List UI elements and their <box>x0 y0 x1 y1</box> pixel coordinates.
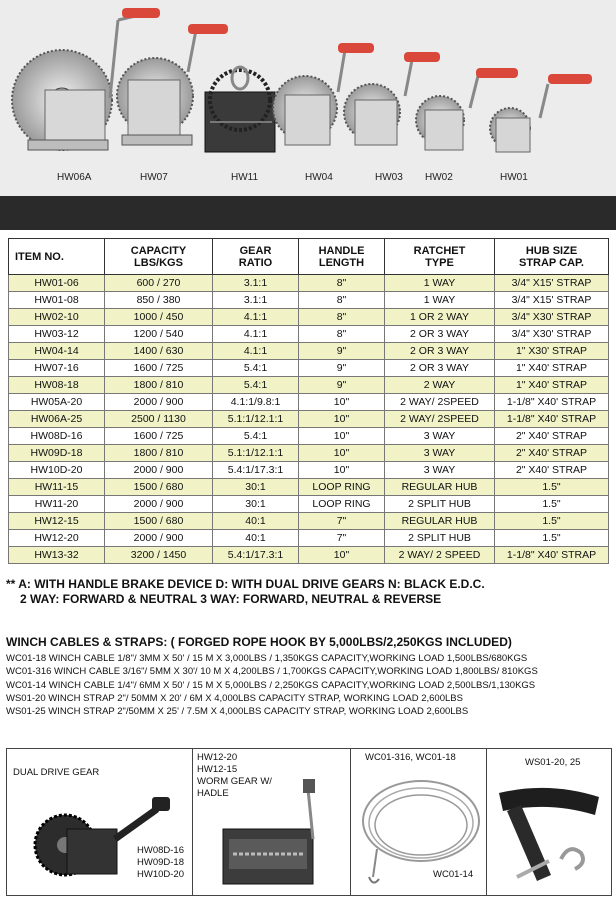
cell-item-no: HW05A-20 <box>9 394 105 411</box>
cell-ratchet-type: 2 OR 3 WAY <box>385 343 495 360</box>
table-row <box>9 462 609 479</box>
table-row <box>9 428 609 445</box>
cell-item-no: HW08D-16 <box>9 428 105 445</box>
cell-ratchet-type: 3 WAY <box>385 462 495 479</box>
cable-bottom-label: WC01-14 <box>433 869 474 880</box>
cell-handle-length: 10" <box>299 411 385 428</box>
cell-ratchet-type: 1 WAY <box>385 275 495 292</box>
cell-handle-length: 9" <box>299 360 385 377</box>
cell-handle-length: 8" <box>299 275 385 292</box>
cell-hub-size: 1-1/8" X40' STRAP <box>495 394 609 411</box>
table-row <box>9 377 609 394</box>
cell-item-no: HW09D-18 <box>9 445 105 462</box>
header-gear-ratio: GEAR RATIO <box>213 239 299 275</box>
cell-hub-size: 1.5" <box>495 513 609 530</box>
cell-gear-ratio: 3.1:1 <box>213 275 299 292</box>
cell-ratchet-type: 2 WAY <box>385 377 495 394</box>
cell-capacity: 1200 / 540 <box>105 326 213 343</box>
cell-ratchet-type: 2 OR 3 WAY <box>385 360 495 377</box>
cell-handle-length: 10" <box>299 428 385 445</box>
panel-dual-drive-gear <box>7 749 193 895</box>
photo-label-hw06a: HW06A <box>57 172 92 183</box>
cell-hub-size: 3/4" X15' STRAP <box>495 292 609 309</box>
panel-winch-strap <box>487 749 613 895</box>
cell-capacity: 2000 / 900 <box>105 496 213 513</box>
table-row <box>9 513 609 530</box>
table-row <box>9 326 609 343</box>
cell-hub-size: 1" X40' STRAP <box>495 377 609 394</box>
cell-capacity: 2000 / 900 <box>105 530 213 547</box>
cell-hub-size: 1" X40' STRAP <box>495 360 609 377</box>
photo-label-hw03: HW03 <box>375 172 403 183</box>
panel-winch-cables <box>351 749 487 895</box>
cell-item-no: HW01-06 <box>9 275 105 292</box>
cell-capacity: 3200 / 1450 <box>105 547 213 564</box>
table-row <box>9 394 609 411</box>
cell-ratchet-type: 2 WAY/ 2SPEED <box>385 394 495 411</box>
cell-capacity: 600 / 270 <box>105 275 213 292</box>
cell-hub-size: 1-1/8" X40' STRAP <box>495 547 609 564</box>
cell-capacity: 1600 / 725 <box>105 360 213 377</box>
table-row <box>9 360 609 377</box>
cable-line: WC01-316 WINCH CABLE 3/16"/ 5MM X 30'/ 10 M X 4,200LBS / 1,700KGS CAPACITY,WORKING LOAD 1,800LBS/ 810KGS <box>6 666 538 678</box>
cell-hub-size: 2" X40' STRAP <box>495 445 609 462</box>
cell-handle-length: 9" <box>299 377 385 394</box>
winch-strap-image <box>487 749 613 895</box>
cell-handle-length: 8" <box>299 292 385 309</box>
cell-gear-ratio: 5.1:1/12.1:1 <box>213 411 299 428</box>
cell-item-no: HW07-16 <box>9 360 105 377</box>
cell-hub-size: 2" X40' STRAP <box>495 428 609 445</box>
table-row <box>9 411 609 428</box>
cell-ratchet-type: REGULAR HUB <box>385 513 495 530</box>
cell-gear-ratio: 40:1 <box>213 530 299 547</box>
cell-item-no: HW03-12 <box>9 326 105 343</box>
table-row <box>9 530 609 547</box>
worm-model-2: HW12-15 <box>197 764 238 775</box>
cell-gear-ratio: 40:1 <box>213 513 299 530</box>
cell-ratchet-type: 1 WAY <box>385 292 495 309</box>
cell-hub-size: 1.5" <box>495 496 609 513</box>
table-row <box>9 479 609 496</box>
note-line-2: 2 WAY: FORWARD & NEUTRAL 3 WAY: FORWARD, NEUTRAL & REVERSE <box>20 592 442 606</box>
cell-handle-length: 8" <box>299 309 385 326</box>
winch-illustrations <box>0 0 616 196</box>
cell-ratchet-type: 2 WAY/ 2 SPEED <box>385 547 495 564</box>
cell-gear-ratio: 4.1:1/9.8:1 <box>213 394 299 411</box>
photo-label-hw07: HW07 <box>140 172 168 183</box>
cell-gear-ratio: 5.4:1 <box>213 360 299 377</box>
cable-line: WS01-20 WINCH STRAP 2"/ 50MM X 20' / 6M X 4,000LBS CAPACITY STRAP, WORKING LOAD 2,600LBS <box>6 692 463 704</box>
cell-gear-ratio: 5.4:1 <box>213 428 299 445</box>
note-line-1: ** A: WITH HANDLE BRAKE DEVICE D: WITH DUAL DRIVE GEARS N: BLACK E.D.C. <box>6 577 485 591</box>
cell-gear-ratio: 4.1:1 <box>213 309 299 326</box>
dark-divider-band <box>0 196 616 230</box>
cell-gear-ratio: 5.4:1/17.3:1 <box>213 547 299 564</box>
cell-capacity: 850 / 380 <box>105 292 213 309</box>
cable-line: WC01-18 WINCH CABLE 1/8"/ 3MM X 50' / 15 M X 3,000LBS / 1,350KGS CAPACITY,WORKING LOAD 1,500LBS/680KGS <box>6 653 528 664</box>
cell-ratchet-type: 2 SPLIT HUB <box>385 496 495 513</box>
cell-ratchet-type: 3 WAY <box>385 445 495 462</box>
cell-capacity: 2000 / 900 <box>105 394 213 411</box>
worm-gear-winch-image <box>193 749 351 895</box>
cell-item-no: HW11-15 <box>9 479 105 496</box>
winch-spec-table <box>8 238 609 564</box>
cell-gear-ratio: 3.1:1 <box>213 292 299 309</box>
table-row <box>9 496 609 513</box>
cell-gear-ratio: 5.4:1/17.3:1 <box>213 462 299 479</box>
cell-handle-length: 10" <box>299 462 385 479</box>
cell-hub-size: 2" X40' STRAP <box>495 462 609 479</box>
header-handle-length: HANDLE LENGTH <box>299 239 385 275</box>
cell-hub-size: 3/4" X15' STRAP <box>495 275 609 292</box>
cell-hub-size: 1-1/8" X40' STRAP <box>495 411 609 428</box>
cell-item-no: HW01-08 <box>9 292 105 309</box>
dual-drive-title: DUAL DRIVE GEAR <box>13 767 100 778</box>
worm-model-1: HW12-20 <box>197 752 238 763</box>
table-row <box>9 309 609 326</box>
cell-ratchet-type: 2 WAY/ 2SPEED <box>385 411 495 428</box>
cell-capacity: 1600 / 725 <box>105 428 213 445</box>
cell-handle-length: 10" <box>299 445 385 462</box>
cell-gear-ratio: 30:1 <box>213 479 299 496</box>
cell-ratchet-type: 1 OR 2 WAY <box>385 309 495 326</box>
cell-handle-length: 7" <box>299 530 385 547</box>
cell-gear-ratio: 4.1:1 <box>213 326 299 343</box>
strap-models-label: WS01-20, 25 <box>525 757 581 768</box>
cell-item-no: HW04-14 <box>9 343 105 360</box>
cell-ratchet-type: 2 SPLIT HUB <box>385 530 495 547</box>
cell-handle-length: 8" <box>299 326 385 343</box>
cell-capacity: 1800 / 810 <box>105 377 213 394</box>
cell-capacity: 1800 / 810 <box>105 445 213 462</box>
table-row <box>9 445 609 462</box>
cell-capacity: 1000 / 450 <box>105 309 213 326</box>
cell-hub-size: 3/4" X30' STRAP <box>495 309 609 326</box>
header-capacity: CAPACITY LBS/KGS <box>105 239 213 275</box>
cell-item-no: HW08-18 <box>9 377 105 394</box>
cell-gear-ratio: 30:1 <box>213 496 299 513</box>
table-body <box>9 275 609 564</box>
cell-hub-size: 1.5" <box>495 530 609 547</box>
legend-notes <box>6 577 485 607</box>
cables-section-title: WINCH CABLES & STRAPS: ( FORGED ROPE HOOK BY 5,000LBS/2,250KGS INCLUDED) <box>6 635 512 649</box>
cell-item-no: HW12-15 <box>9 513 105 530</box>
cell-item-no: HW02-10 <box>9 309 105 326</box>
cell-hub-size: 1" X30' STRAP <box>495 343 609 360</box>
cell-capacity: 1500 / 680 <box>105 479 213 496</box>
cell-gear-ratio: 5.4:1 <box>213 377 299 394</box>
header-ratchet-type: RATCHET TYPE <box>385 239 495 275</box>
cell-hub-size: 3/4" X30' STRAP <box>495 326 609 343</box>
table-row <box>9 275 609 292</box>
photo-label-hw01: HW01 <box>500 172 528 183</box>
cell-item-no: HW06A-25 <box>9 411 105 428</box>
panel-worm-gear <box>193 749 351 895</box>
dual-model-2: HW09D-18 <box>137 857 184 868</box>
dual-model-3: HW10D-20 <box>137 869 184 880</box>
cable-models-label: WC01-316, WC01-18 <box>365 752 456 763</box>
cables-list <box>6 652 538 718</box>
header-item-no: ITEM NO. <box>9 239 105 275</box>
cell-ratchet-type: 2 OR 3 WAY <box>385 326 495 343</box>
table-row <box>9 343 609 360</box>
cell-gear-ratio: 4.1:1 <box>213 343 299 360</box>
dual-model-1: HW08D-16 <box>137 845 184 856</box>
winch-photo-strip <box>0 0 616 196</box>
cell-ratchet-type: REGULAR HUB <box>385 479 495 496</box>
cell-gear-ratio: 5.1:1/12.1:1 <box>213 445 299 462</box>
cell-item-no: HW13-32 <box>9 547 105 564</box>
winch-hw11-image <box>205 67 275 152</box>
cell-ratchet-type: 3 WAY <box>385 428 495 445</box>
cell-hub-size: 1.5" <box>495 479 609 496</box>
cable-line: WC01-14 WINCH CABLE 1/4"/ 6MM X 50' / 15 M X 5,000LBS / 2,250KGS CAPACITY,WORKING LOAD 2,500LBS/1,130KGS <box>6 679 536 691</box>
cable-line: WS01-25 WINCH STRAP 2"/50MM X 25' / 7.5M X 4,000LBS CAPACITY STRAP, WORKING LOAD 2,600LBS <box>6 706 469 718</box>
worm-desc-2: HADLE <box>197 788 229 799</box>
cell-capacity: 2500 / 1130 <box>105 411 213 428</box>
table-header-row <box>9 239 609 275</box>
cell-capacity: 1500 / 680 <box>105 513 213 530</box>
cell-handle-length: LOOP RING <box>299 496 385 513</box>
product-panels <box>6 748 612 896</box>
photo-label-hw04: HW04 <box>305 172 333 183</box>
worm-desc-1: WORM GEAR W/ <box>197 776 272 787</box>
cell-handle-length: LOOP RING <box>299 479 385 496</box>
cell-item-no: HW11-20 <box>9 496 105 513</box>
cell-handle-length: 10" <box>299 394 385 411</box>
cell-item-no: HW12-20 <box>9 530 105 547</box>
cell-item-no: HW10D-20 <box>9 462 105 479</box>
header-hub-size: HUB SIZE STRAP CAP. <box>495 239 609 275</box>
cell-capacity: 1400 / 630 <box>105 343 213 360</box>
cell-handle-length: 9" <box>299 343 385 360</box>
winch-hw01-image <box>490 74 592 152</box>
cell-capacity: 2000 / 900 <box>105 462 213 479</box>
cell-handle-length: 7" <box>299 513 385 530</box>
table-row <box>9 547 609 564</box>
cell-handle-length: 10" <box>299 547 385 564</box>
table-row <box>9 292 609 309</box>
photo-label-hw02: HW02 <box>425 172 453 183</box>
photo-label-hw11: HW11 <box>231 172 259 183</box>
